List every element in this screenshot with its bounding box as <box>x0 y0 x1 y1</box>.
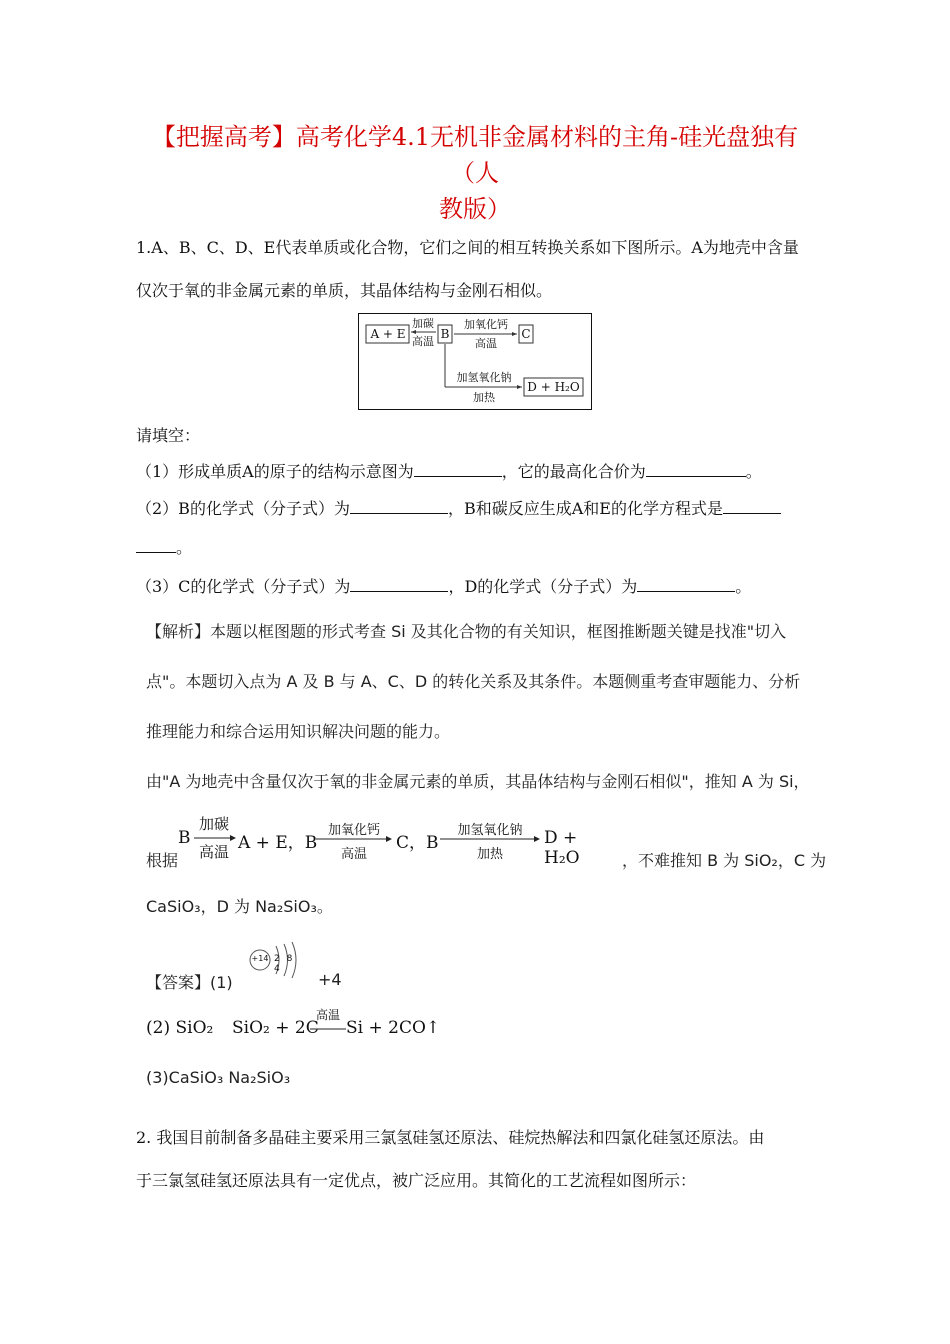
sub2-text-a: （2）B的化学式（分子式）为 <box>136 499 350 518</box>
analysis-line-6: CaSiO₃，D 为 Na₂SiO₃。 <box>146 897 333 916</box>
sub-question-2-cont <box>136 538 816 558</box>
sub-question-3 <box>136 577 816 597</box>
sub-question-1 <box>136 462 816 482</box>
chain-below-2: 高温 <box>340 847 367 862</box>
chain-above-1: 加碳 <box>198 815 229 833</box>
answer-blank[interactable] <box>136 538 176 553</box>
analysis-line-4: 由"A 为地壳中含量仅次于氧的非金属元素的单质，其晶体结构与金刚石相似"，推知 A 为 Si， <box>146 772 810 791</box>
q1-conversion-diagram <box>358 313 592 410</box>
atom-structure-diagram <box>246 938 306 982</box>
answer-label: 【答案】(1) <box>146 973 233 992</box>
node-a-e: A + E <box>370 327 406 341</box>
answer-blank[interactable] <box>350 577 448 592</box>
sub3-text-a: （3）C的化学式（分子式）为 <box>136 577 351 596</box>
answer-blank[interactable] <box>350 499 448 514</box>
q2-line-1: 2. 我国目前制备多晶硅主要采用三氯氢硅氢还原法、硅烷热解法和四氯化硅氢还原法。由 <box>136 1128 765 1147</box>
chain-c: C，B <box>396 833 439 853</box>
analysis-tail: ，不难推知 B 为 SiO₂，C 为 <box>622 851 827 870</box>
label-heat: 加热 <box>473 391 495 404</box>
node-b: B <box>440 327 450 341</box>
analysis-basis: 根据 <box>146 851 179 870</box>
sub3-text-b: ，D的化学式（分子式）为 <box>448 577 638 596</box>
analysis-line-3: 推理能力和综合运用知识解决问题的能力。 <box>146 722 451 741</box>
answer-2-eq-right: Si + 2CO↑ <box>346 1018 441 1038</box>
analysis-line-1: 【解析】本题以框图题的形式考查 Si 及其化合物的有关知识，框图推断题关键是找准"切入 <box>146 622 787 641</box>
sub2-text-c: 。 <box>176 538 193 557</box>
label-cao: 加氧化钙 <box>464 318 508 331</box>
label-naoh: 加氢氧化钠 <box>456 371 512 384</box>
answer-blank[interactable] <box>414 462 502 477</box>
node-d-h2o: D + H₂O <box>527 380 580 394</box>
q1-stem-line-1: 1.A、B、C、D、E代表单质或化合物，它们之间的相互转换关系如下图所示。A为地壳中含量 <box>136 238 799 257</box>
q1-stem-line-2: 仅次于氧的非金属元素的单质，其晶体结构与金刚石相似。 <box>136 281 553 300</box>
chain-d-h2o: D + H₂O <box>544 828 580 868</box>
title-line-2: 教版） <box>439 195 511 223</box>
chain-above-3: 加氢氧化钠 <box>457 823 523 838</box>
answer-2-condition: 高温 <box>315 1008 340 1022</box>
analysis-line-2: 点"。本题切入点为 A 及 B 与 A、C、D 的转化关系及其条件。本题侧重考查审题能力、分析 <box>146 672 801 691</box>
answer-blank[interactable] <box>646 462 746 477</box>
label-high-temp-1: 高温 <box>412 335 434 348</box>
answer-2-eq-bar <box>310 1027 346 1031</box>
sub1-text-c: 。 <box>745 462 762 481</box>
label-high-temp-2: 高温 <box>475 337 497 350</box>
chain-b: B <box>178 828 191 848</box>
atom-shells: 2 8 4 <box>274 954 295 974</box>
page-title <box>140 119 810 227</box>
answer-2-eq-left: SiO₂ + 2C <box>232 1018 319 1038</box>
chain-a-e: A + E，B <box>238 833 318 853</box>
answer-blank[interactable] <box>723 499 781 514</box>
fill-prompt: 请填空： <box>136 426 201 445</box>
sub3-text-c: 。 <box>735 577 752 596</box>
title-line-1: 【把握高考】高考化学4.1无机非金属材料的主角-硅光盘独有（人 <box>151 123 799 187</box>
sub2-text-b: ，B和碳反应生成A和E的化学方程式是 <box>447 499 723 518</box>
answer-valence: +4 <box>318 970 342 989</box>
q2-line-2: 于三氯氢硅氢还原法具有一定优点，被广泛应用。其简化的工艺流程如图所示： <box>136 1171 697 1190</box>
node-c: C <box>521 327 531 341</box>
answer-3: (3)CaSiO₃ Na₂SiO₃ <box>146 1068 291 1087</box>
sub1-text-b: ，它的最高化合价为 <box>501 462 646 481</box>
answer-blank[interactable] <box>637 577 735 592</box>
reaction-chain <box>178 810 618 868</box>
sub-question-2 <box>136 499 816 519</box>
chain-below-1: 高温 <box>198 843 229 861</box>
label-add-carbon: 加碳 <box>412 317 434 330</box>
chain-below-3: 加热 <box>476 847 503 862</box>
chain-above-2: 加氧化钙 <box>327 823 380 838</box>
sub1-text-a: （1）形成单质A的原子的结构示意图为 <box>136 462 414 481</box>
atom-nucleus: +14 <box>251 954 269 963</box>
answer-2-formula: (2) SiO₂ <box>146 1018 214 1038</box>
